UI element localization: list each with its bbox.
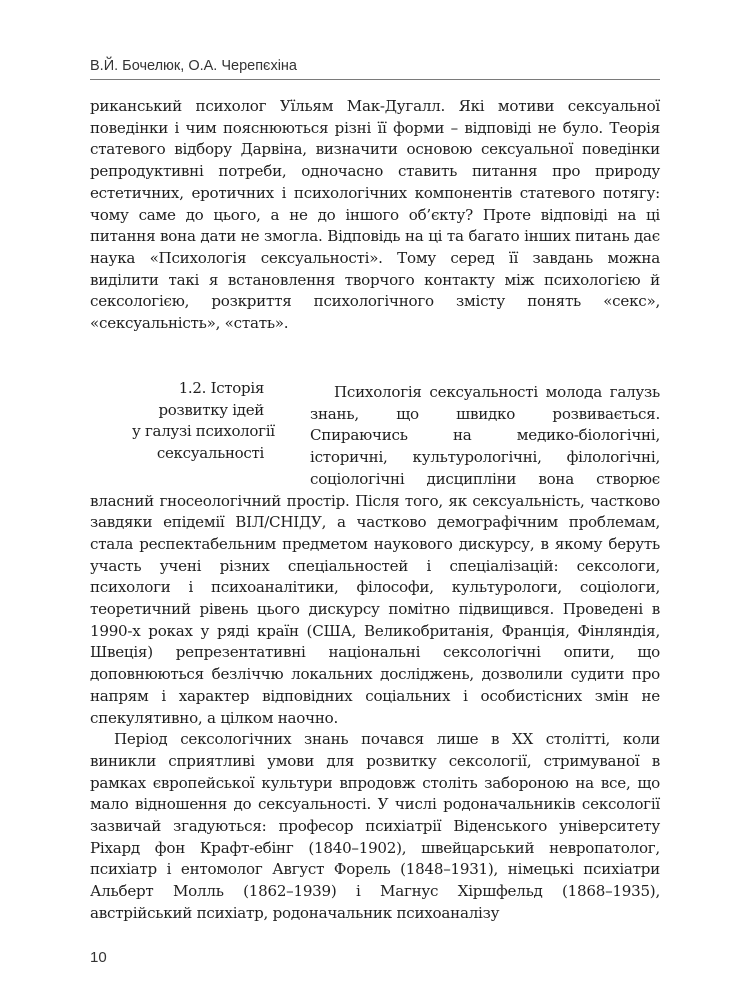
header-divider (90, 79, 660, 80)
section-heading-line: у галузі психології (132, 422, 275, 440)
section-heading-line: розвитку ідей (158, 400, 264, 419)
paragraph: Період сексологічних знань почався лише в XX столітті, коли виникли сприятливі умови для розвитку сексології, стримуваної в рамках європейської культури впродовж століть забороною на все, що мало відношення до сексуальності. У числі родоначальників сексології зазвичай згадуються: професор психіатрії Віденського університету Ріхард фон Крафт-ебінг (1840–1902), швейцарський невропатолог, психіатр і ентомолог Август Форель (1848–1931), німецькі психіатри Альберт Молль (1862–1939) і Магнус Хіршфельд (1868–1935), австрійський психіатр, родоначальник психоаналізу (90, 730, 660, 922)
page-number: 10 (90, 949, 107, 966)
text-block-intro (90, 96, 660, 335)
paragraph: риканський психолог Уїльям Мак-Дугалл. Які мотиви сексуальної поведінки і чим пояснюються різні її форми – відповіді не було. Теорія статевого відбору Дарвіна, визначити основою сексуальної поведінки репродуктивні потреби, одночасно ставить питання про природу естетичних, еротичних і психологічних компонентів статевого потягу: чому саме до цього, а не до іншого об’єкту? Проте відповіді на ці питання вона дати не змогла. Відповідь на ці та багато інших питань дає наука «Психологія сексуальності». Тому серед її завдань можна виділити такі я встановлення творчого контакту між психологією й сексологією, розкриття психологічного змісту понять «секс», «сексуальність», «стать». (90, 97, 660, 333)
section-heading-line: 1.2. Історія (178, 379, 264, 397)
heading-gutter (90, 382, 310, 490)
paragraph: Психологія сексуальності молода галузь знань, що швидко розвивається. Спираючись на медико-біологічні, історичні, культурологічні, філологічні, соціологічні дисципліни вона створює власний гносеологічний простір. Після того, як сексуальність, частково завдяки епідемії ВІЛ/СНІДУ, а частково демографічним проблемам, стала респектабельним предметом наукового дискурсу, в якому беруть участь учені різних спеціальностей і спеціалізацій: сексологи, психологи і психоаналітики, філософи, культурологи, соціологи, теоретичний рівень цього дискурсу помітно підвищився. Проведені в 1990-х роках у ряді країн (США, Великобританія, Франція, Фінляндія, Швеція) репрезентативні національні сексологічні опити, що доповнюються безліччю локальних досліджень, дозволили судити про напрям і характер відповідних соціальних і особистісних змін не спекулятивно, а цілком наочно. (90, 383, 660, 727)
text-block-section (90, 382, 660, 925)
section-heading-line: сексуальності (156, 443, 264, 462)
running-header: В.Й. Бочелюк, О.А. Черепєхіна (90, 58, 298, 74)
